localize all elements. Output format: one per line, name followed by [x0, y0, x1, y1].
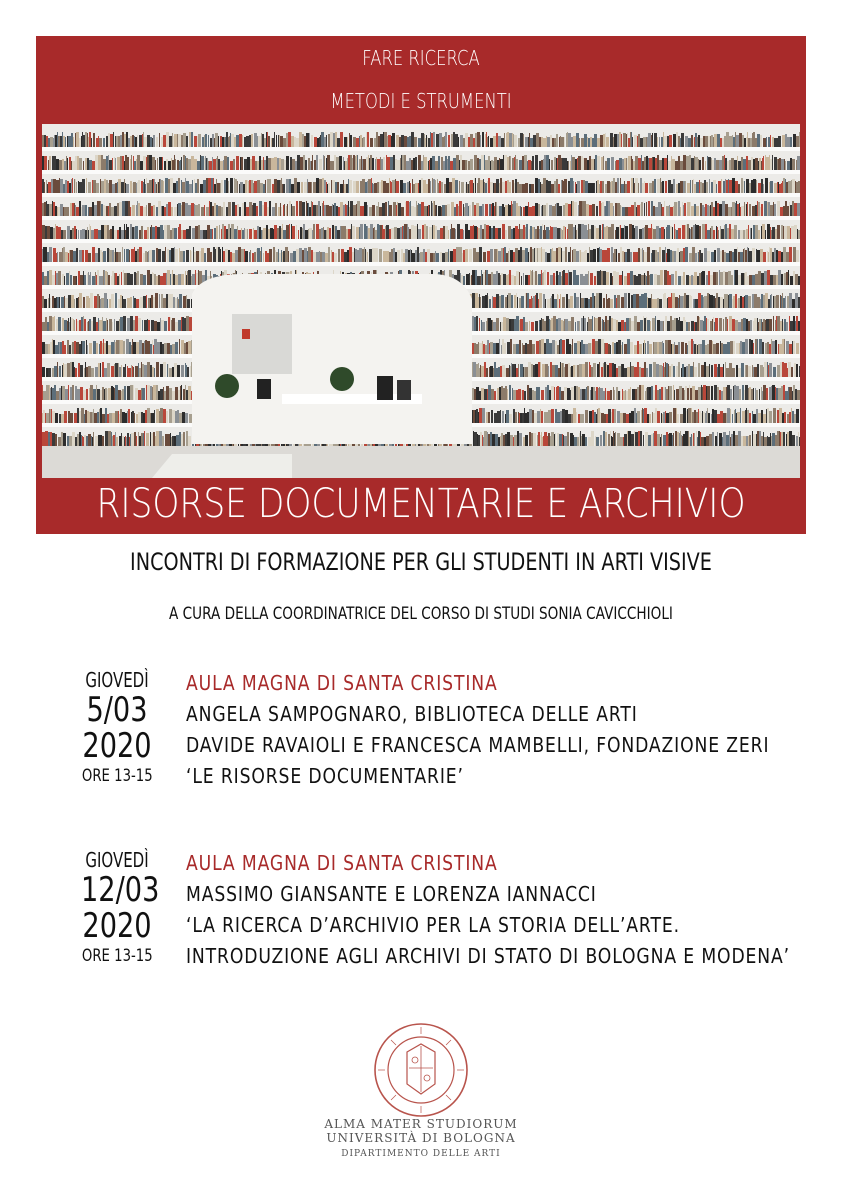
footer-line-2: UNIVERSITÀ DI BOLOGNA [326, 1131, 516, 1145]
event-1-date [72, 668, 162, 788]
library-bookshelves-image [42, 124, 800, 478]
kicker-line-2: METODI E STRUMENTI [330, 89, 512, 113]
event-venue: AULA MAGNA DI SANTA CRISTINA [186, 671, 498, 695]
event-venue: AULA MAGNA DI SANTA CRISTINA [186, 851, 498, 875]
university-seal-icon [373, 1022, 469, 1118]
event-weekday: GIOVEDÌ [85, 848, 149, 872]
event-day-month: 5/03 [86, 690, 148, 730]
event-weekday: GIOVEDÌ [85, 668, 149, 692]
event-1-info [186, 668, 826, 792]
event-year: 2020 [82, 726, 152, 766]
library-photo [42, 124, 800, 478]
event-line-3: ‘LE RISORSE DOCUMENTARIE’ [186, 764, 464, 788]
event-year: 2020 [82, 906, 152, 946]
event-line-2: ‘LA RICERCA D’ARCHIVIO PER LA STORIA DELL’ARTE. [186, 913, 680, 937]
header-banner [36, 36, 806, 534]
event-hours: ORE 13-15 [81, 766, 153, 786]
subtitle: INCONTRI DI FORMAZIONE PER GLI STUDENTI IN ARTI VISIVE [130, 548, 712, 576]
event-2-info [186, 848, 826, 972]
event-line-1: ANGELA SAMPOGNARO, BIBLIOTECA DELLE ARTI [186, 702, 638, 726]
event-line-2: DAVIDE RAVAIOLI E FRANCESCA MAMBELLI, FONDAZIONE ZERI [186, 733, 770, 757]
event-2-date [72, 848, 162, 968]
kicker-line-1: FARE RICERCA [362, 46, 480, 70]
event-line-3: INTRODUZIONE AGLI ARCHIVI DI STATO DI BOLOGNA E MODENA’ [186, 944, 790, 968]
event-day-month: 12/03 [81, 870, 160, 910]
main-title: RISORSE DOCUMENTARIE E ARCHIVIO [96, 481, 746, 527]
event-line-1: MASSIMO GIANSANTE E LORENZA IANNACCI [186, 882, 597, 906]
footer-line-3: DIPARTIMENTO DELLE ARTI [341, 1149, 501, 1159]
curator-line: A CURA DELLA COORDINATRICE DEL CORSO DI STUDI SONIA CAVICCHIOLI [169, 604, 673, 624]
footer-line-1: ALMA MATER STUDIORUM [324, 1117, 518, 1131]
event-hours: ORE 13-15 [81, 946, 153, 966]
